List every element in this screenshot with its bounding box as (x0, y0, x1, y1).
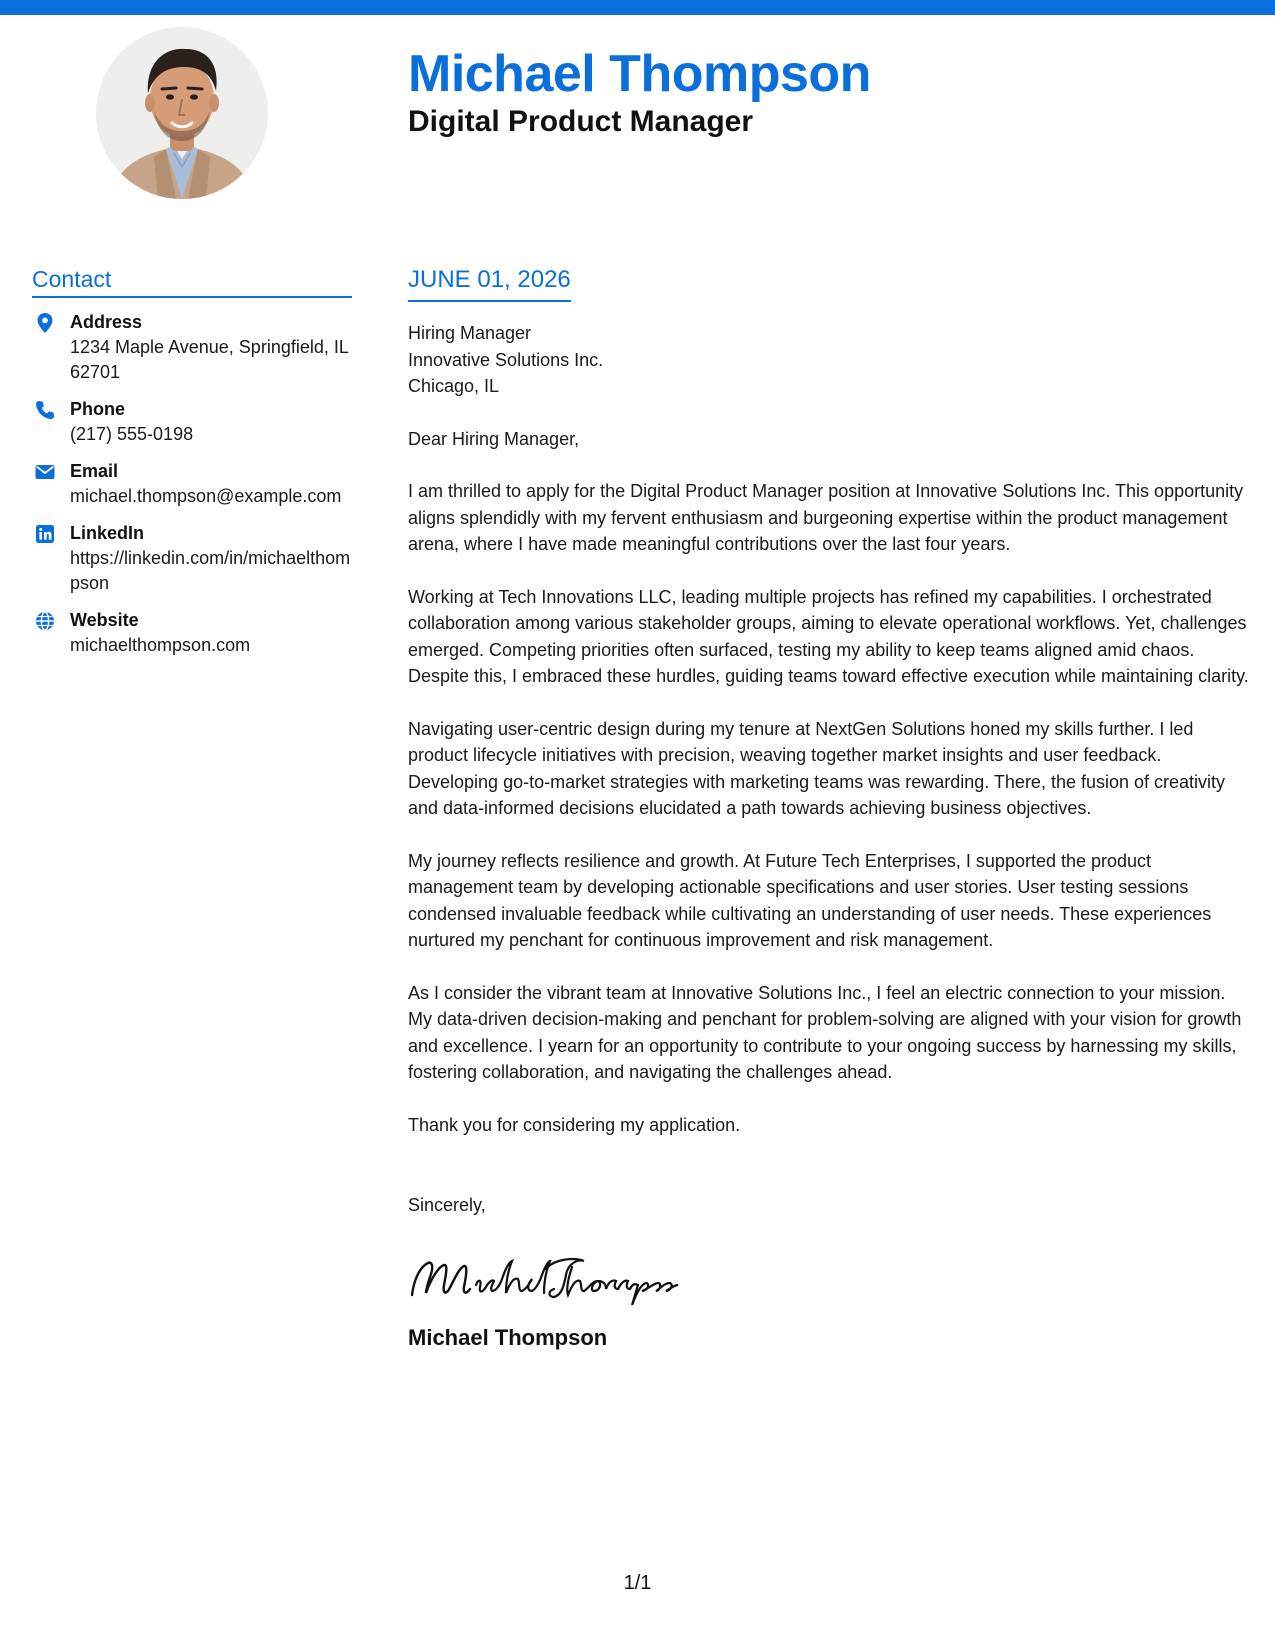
location-pin-icon (34, 312, 56, 334)
contact-label-website: Website (70, 610, 139, 630)
contact-item-linkedin (32, 521, 352, 596)
contact-label-linkedin: LinkedIn (70, 523, 145, 543)
closing: Sincerely, (408, 1195, 486, 1215)
letter-date-wrapper (408, 264, 571, 302)
paragraph: Thank you for considering my application. (408, 1114, 741, 1135)
signatory-name: Michael Thompson (408, 1324, 608, 1350)
envelope-icon (34, 461, 56, 483)
page-number: 1/1 (623, 1572, 652, 1594)
contact-item-address (32, 310, 352, 385)
linkedin-icon (34, 523, 56, 545)
paragraph: Working at Tech Innovations LLC, leading multiple projects has refined my capabilities. I orchestrated collaboration among various stakeholder groups, aiming to elevate operational workflows. Yet, challenges emerged. Competing priorities often surfaced, testing my ability to keep teams aligned amid chaos. Despite this, I embraced these hurdles, guiding teams toward effective execution while maintaining clarity. (408, 586, 1249, 686)
job-title: Digital Product Manager (408, 105, 754, 138)
contact-sidebar (32, 264, 352, 670)
contact-item-website (32, 608, 352, 658)
contact-label-address: Address (70, 312, 143, 332)
recipient-company: Innovative Solutions Inc. (408, 349, 604, 370)
globe-icon (34, 610, 56, 632)
greeting: Dear Hiring Manager, (408, 428, 580, 449)
contact-label-email: Email (70, 461, 119, 481)
letter-body (408, 264, 1253, 1353)
paragraph: My journey reflects resilience and growth. At Future Tech Enterprises, I supported the product management team by developing actionable specifications and user stories. User testing sessions condensed invaluable feedback while cultivating an understanding of user needs. These experiences nurtured my penchant for continuous improvement and risk management. (408, 850, 1212, 950)
recipient-block (408, 320, 1253, 400)
paragraph: I am thrilled to apply for the Digital Product Manager position at Innovative Solutions Inc. This opportunity aligns splendidly with my fervent enthusiasm and burgeoning expertise within the product management arena, where I have made meaningful contributions over the last four years. (408, 481, 1244, 554)
profile-photo (96, 27, 268, 199)
paragraph: As I consider the vibrant team at Innovative Solutions Inc., I feel an electric connection to your mission. My data-driven decision-making and penchant for problem-solving are aligned with your vision for growth and excellence. I yearn for an opportunity to contribute to your ongoing success by harnessing my skills, fostering collaboration, and navigating the challenges ahead. (408, 982, 1242, 1082)
letter-date: JUNE 01, 2026 (408, 266, 571, 293)
contact-value-linkedin[interactable]: https://linkedin.com/in/michaelthompson (70, 548, 351, 593)
handwritten-signature (408, 1249, 678, 1307)
contact-value-phone: (217) 555-0198 (70, 424, 194, 444)
contact-item-email (32, 459, 352, 509)
contact-heading: Contact (32, 264, 352, 298)
contact-value-email[interactable]: michael.thompson@example.com (70, 486, 342, 506)
contact-value-website[interactable]: michaelthompson.com (70, 635, 251, 655)
top-accent-bar (0, 0, 1275, 15)
paragraph: Navigating user-centric design during my tenure at NextGen Solutions honed my skills further. I led product lifecycle initiatives with precision, weaving together market insights and user feedback. Developing go-to-market strategies with marketing teams was rewarding. There, the fusion of creativity and data-informed decisions elucidated a path towards achieving business objectives. (408, 718, 1226, 818)
recipient-title: Hiring Manager (408, 323, 532, 343)
phone-icon (34, 399, 56, 421)
recipient-location: Chicago, IL (408, 376, 500, 396)
contact-label-phone: Phone (70, 399, 126, 419)
profile-photo-illustration (96, 27, 268, 199)
contact-value-address: 1234 Maple Avenue, Springfield, IL 62701 (70, 337, 349, 382)
contact-item-phone (32, 397, 352, 447)
applicant-name: Michael Thompson (408, 45, 871, 103)
